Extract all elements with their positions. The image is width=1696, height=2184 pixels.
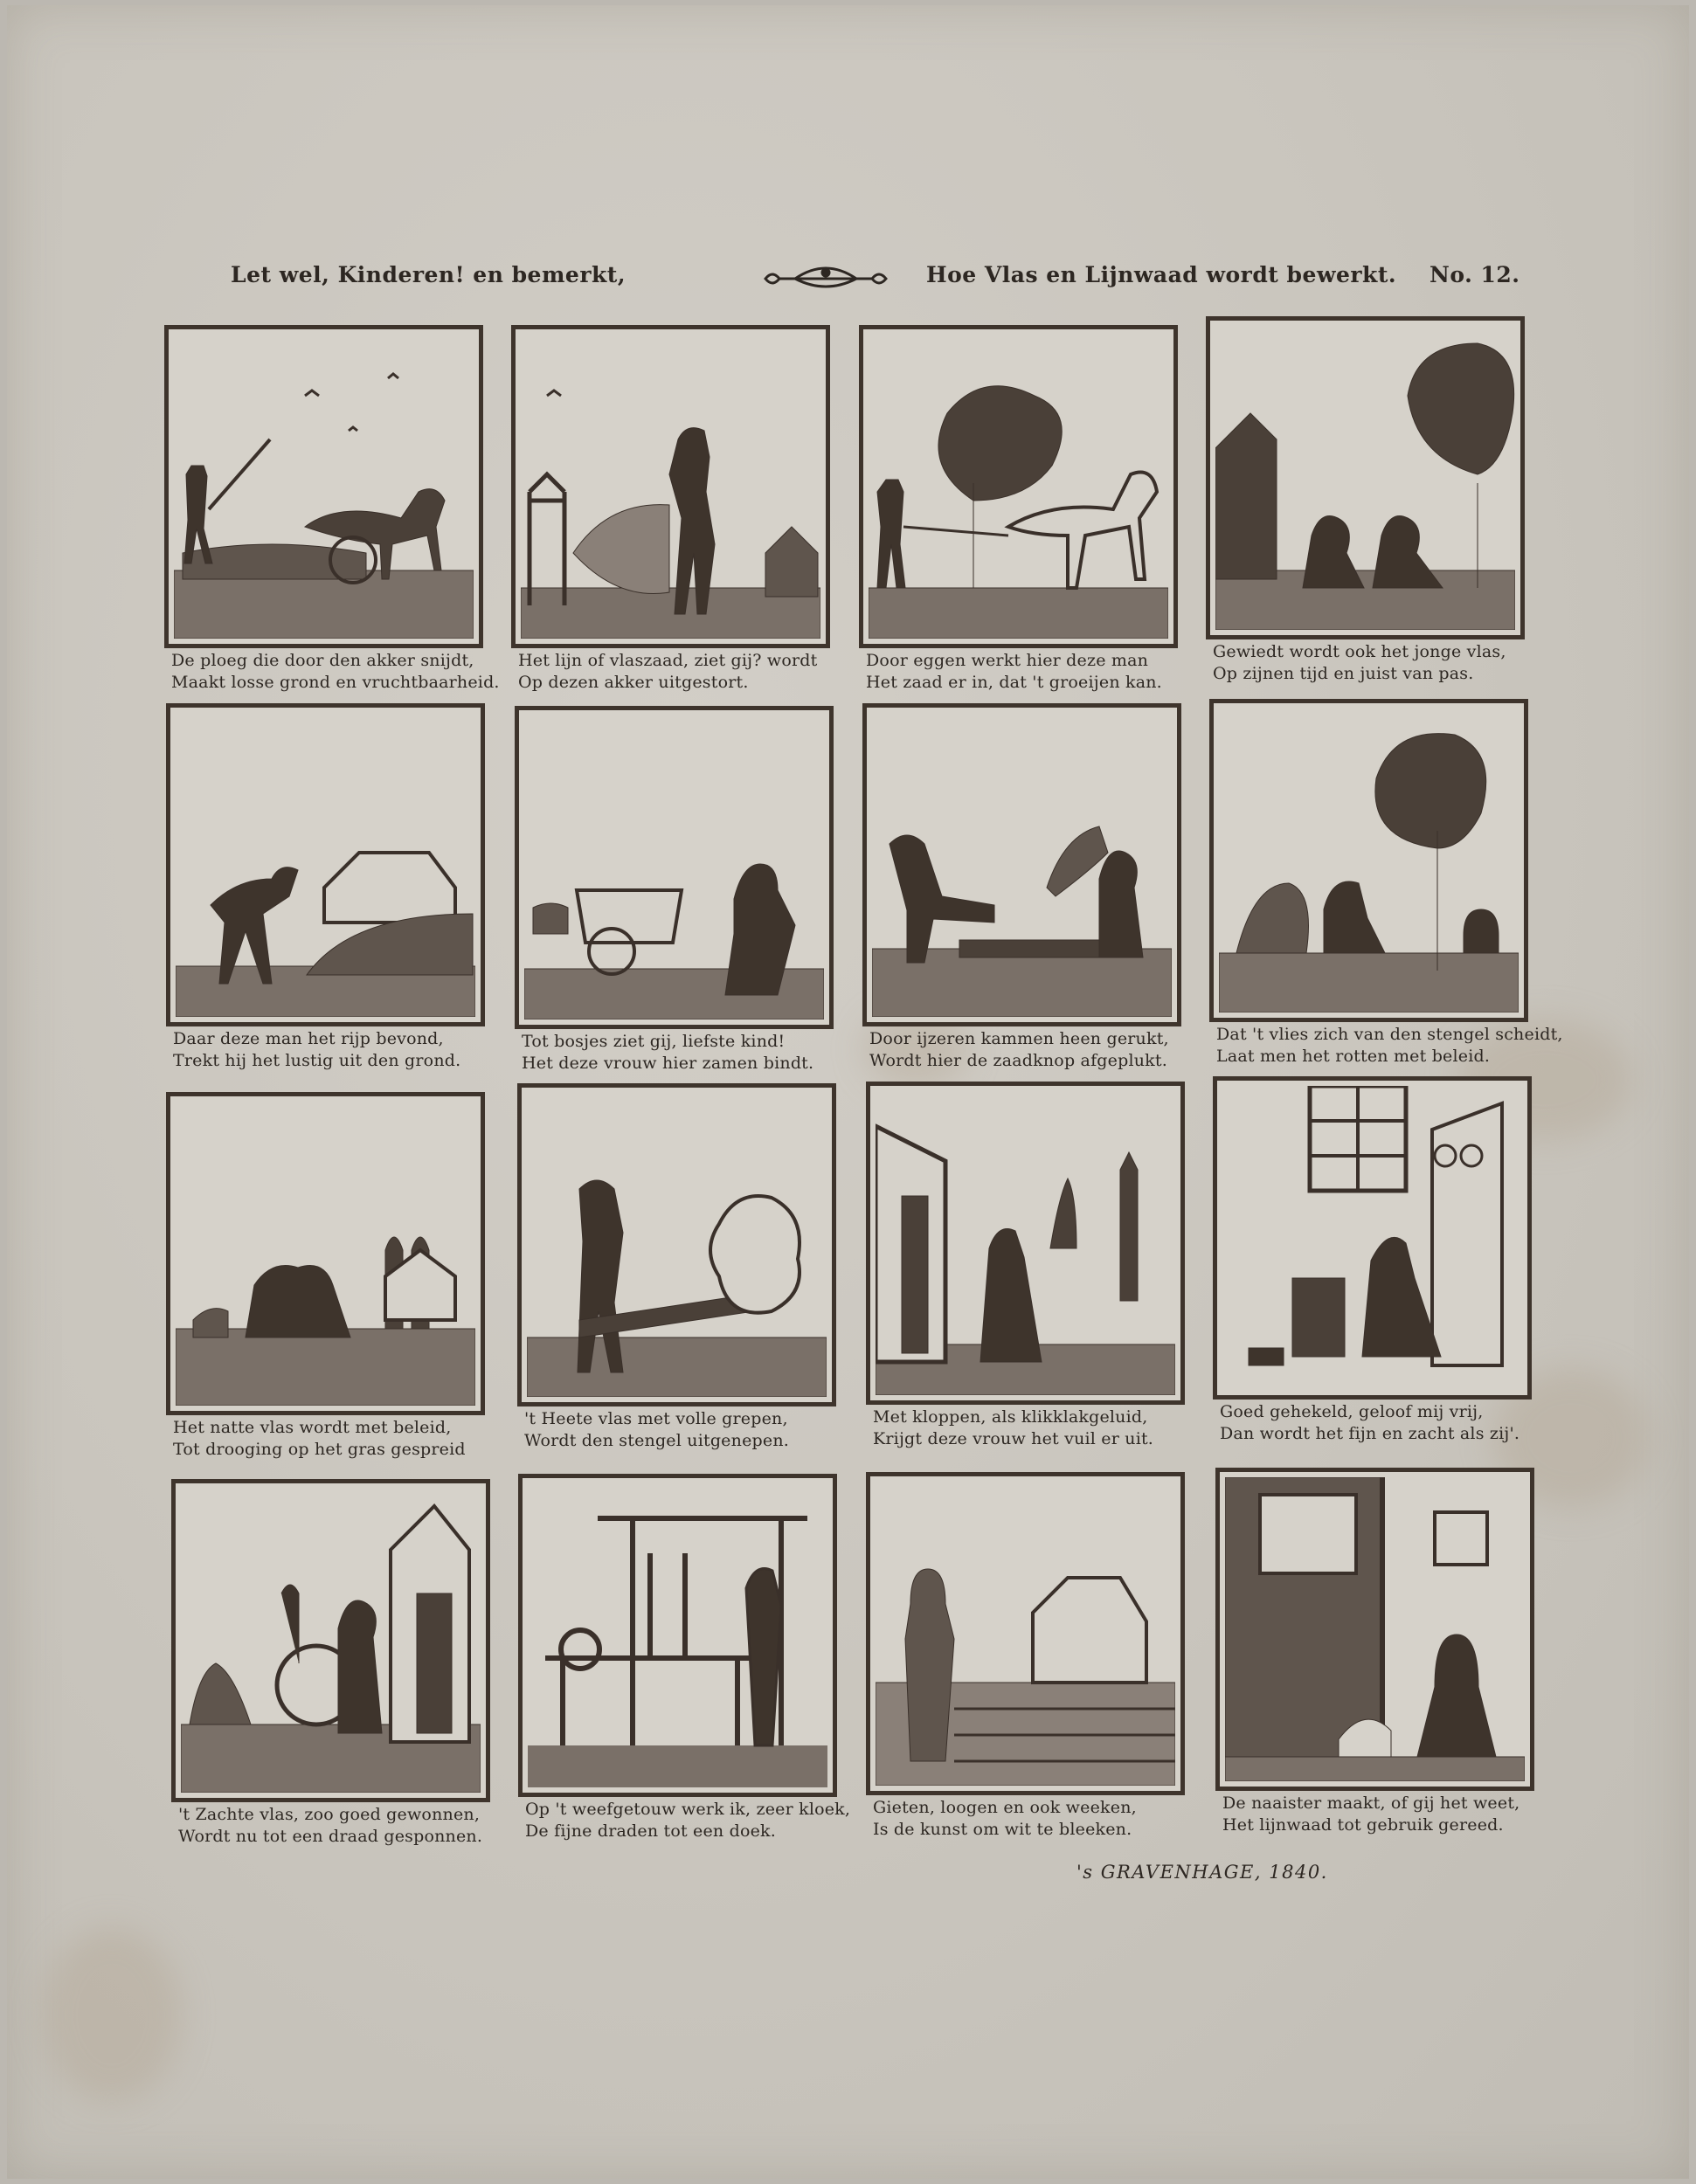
caption-line-1: Op 't weefgetouw werk ik, zeer kloek, [525,1800,851,1819]
harrowing-woodcut-icon [869,335,1168,639]
scutching-woodcut-icon [876,1091,1175,1395]
spinning-wheel-woodcut-icon [181,1489,481,1793]
caption-line-1: Gewiedt wordt ook het jonge vlas, [1213,642,1506,661]
caption-line-2: Laat men het rotten met beleid. [1216,1047,1491,1066]
spreading-woodcut-icon [176,1102,475,1406]
weeding-woodcut-icon [1215,326,1515,630]
header-ornament-icon [760,264,891,294]
caption-line-2: Wordt den stengel uitgenepen. [524,1431,789,1450]
caption-line-2: Het deze vrouw hier zamen bindt. [522,1054,814,1073]
retting-woodcut-icon [1219,708,1519,1013]
loom-woodcut-icon [528,1483,827,1787]
caption-line-1: De ploeg die door den akker snijdt, [171,651,474,670]
caption-line-2: Het lijnwaad tot gebruik gereed. [1222,1815,1504,1835]
sheet-number: No. 12. [1429,262,1520,287]
caption-line-1: 't Heete vlas met volle grepen, [524,1409,788,1428]
caption-line-2: Trekt hij het lustig uit den grond. [173,1051,461,1070]
publisher-imprint: 's GRAVENHAGE, 1840. [1076,1862,1328,1883]
heckling-woodcut-icon [1222,1086,1522,1390]
caption-line-1: Gieten, loogen en ook weeken, [873,1798,1137,1817]
caption-line-1: Tot bosjes ziet gij, liefste kind! [522,1032,786,1051]
caption-line-2: De fijne draden tot een doek. [525,1821,777,1841]
bleaching-woodcut-icon [876,1482,1175,1786]
caption-line-1: Met kloppen, als klikklakgeluid, [873,1407,1148,1427]
header-right-verse: Hoe Vlas en Lijnwaad wordt bewerkt. [926,262,1397,287]
caption-line-2: Dan wordt het fijn en zacht als zij'. [1220,1424,1520,1443]
caption-line-1: Door ijzeren kammen heen gerukt, [869,1029,1169,1048]
header-left-verse: Let wel, Kinderen! en bemerkt, [231,262,626,287]
pulling-flax-woodcut-icon [176,713,475,1017]
binding-sheaves-woodcut-icon [524,715,824,1019]
caption-line-2: Is de kunst om wit te bleeken. [873,1820,1132,1839]
caption-line-2: Op dezen akker uitgestort. [518,673,749,692]
caption-line-1: Het lijn of vlaszaad, ziet gij? wordt [518,651,818,670]
caption-line-2: Wordt hier de zaadknop afgeplukt. [869,1051,1167,1070]
caption-line-1: Dat 't vlies zich van den stengel scheidt, [1216,1025,1563,1044]
sowing-woodcut-icon [521,335,820,639]
caption-line-2: Tot drooging op het gras gespreid [173,1440,466,1459]
ploughing-woodcut-icon [174,335,474,639]
sheet-header [0,262,1696,297]
caption-line-2: Het zaad er in, dat 't groeijen kan. [866,673,1162,692]
breaking-woodcut-icon [527,1093,827,1397]
caption-line-1: De naaister maakt, of gij het weet, [1222,1794,1520,1813]
caption-line-1: 't Zachte vlas, zoo goed gewonnen, [178,1805,481,1824]
rippling-woodcut-icon [872,713,1172,1017]
caption-line-2: Op zijnen tijd en juist van pas. [1213,664,1474,683]
caption-line-2: Wordt nu tot een draad gesponnen. [178,1827,483,1846]
seamstress-woodcut-icon [1225,1477,1525,1781]
caption-line-1: Goed gehekeld, geloof mij vrij, [1220,1402,1484,1421]
caption-line-2: Krijgt deze vrouw het vuil er uit. [873,1429,1154,1448]
caption-line-1: Het natte vlas wordt met beleid, [173,1418,452,1437]
caption-line-1: Door eggen werkt hier deze man [866,651,1149,670]
caption-line-1: Daar deze man het rijp bevond, [173,1029,444,1048]
caption-line-2: Maakt losse grond en vruchtbaarheid. [171,673,500,692]
